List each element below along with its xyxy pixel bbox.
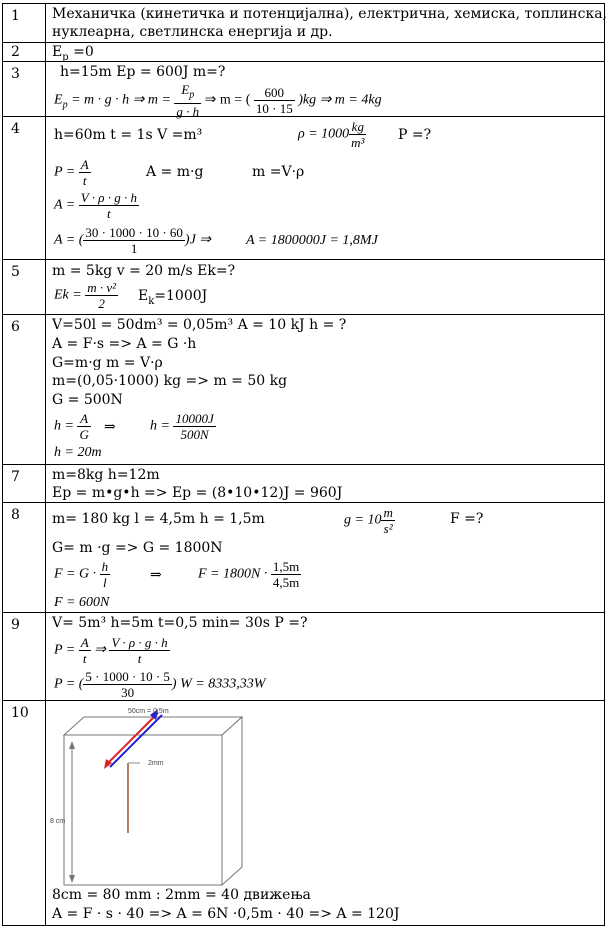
result: F = 600N <box>54 595 110 610</box>
answer-line: нуклеарна, светлинска енергија и др. <box>52 24 333 40</box>
formula: A = m·g <box>146 164 204 180</box>
result: h = 20m <box>54 445 102 460</box>
implies-arrow: ⇒ <box>104 419 116 435</box>
table-row <box>3 260 605 315</box>
formula: P = $\frac{A}{t}$ ⇒ $\frac{V \cdot \rho \cdot g \cdot h}{t}$ <box>54 635 168 666</box>
pitch-label: 2mm <box>148 760 164 767</box>
given-values: V= 5m³ h=5m t=0,5 min= 30s P =? <box>52 615 308 631</box>
table-row <box>3 613 605 701</box>
row-number: 9 <box>3 613 46 701</box>
formula: P = ( $\frac{5 \cdot 1000 \cdot 10 \cdot 5}{30}$ ) W = 8333,33W <box>54 669 266 700</box>
formula: F = G · $\frac{h}{l}$ <box>54 559 109 590</box>
result: $E_k=1000J$ <box>138 288 208 307</box>
row-number: 7 <box>3 465 46 503</box>
formula: $E_p = m \cdot g \cdot h$ ⇒ m = $\frac{E_p}{g \cdot h}$ ⇒ m = ( $\frac{600}{10 \cdot 15}$ )kg ⇒ m = 4kg <box>54 82 382 119</box>
table-row <box>3 43 605 62</box>
given-values: h=60m t = 1s V =m³ <box>54 127 203 143</box>
implies-arrow: ⇒ <box>150 567 162 583</box>
arm-length-label: 50cm = 0,5m <box>128 708 169 715</box>
unknown: F =? <box>450 511 484 527</box>
answer-line: $E_p =0$ <box>52 44 94 63</box>
formula: Ep = m•g•h => Ep = (8•10•12)J = 960J <box>52 485 343 501</box>
table-row <box>3 315 605 465</box>
row-number: 10 <box>3 701 46 926</box>
row-number: 5 <box>3 260 46 315</box>
formula: h = $\frac{A}{G}$ <box>54 411 89 442</box>
result: A = F · s · 40 => A = 6N ·0,5m · 40 => A = 120J <box>52 906 400 922</box>
row-number: 2 <box>3 43 46 62</box>
block-side-face <box>222 717 242 885</box>
height-label: 8 cm <box>50 818 66 825</box>
row-number: 1 <box>3 4 46 43</box>
table-row <box>3 465 605 503</box>
table-row <box>3 503 605 613</box>
solutions-table <box>2 3 605 926</box>
result: A = 1800000J = 1,8MJ <box>246 233 378 248</box>
formula: A = F·s => A = G ·h <box>52 336 197 352</box>
formula: h = $\frac{10000J}{500N}$ <box>150 411 214 442</box>
given-values: h=15m Ep = 600J m=? <box>60 64 226 80</box>
block-front-face <box>64 735 222 885</box>
formula: G = 500N <box>52 392 123 408</box>
block-top-face <box>64 717 242 735</box>
density: ρ = 1000 $\frac{kg}{\text{m³}}$ <box>298 119 365 150</box>
gravity: g = 10 $\frac{m}{\text{s²}}$ <box>344 505 393 536</box>
formula: G=m·g m = V·ρ <box>52 355 163 371</box>
formula: A = $\frac{V \cdot \rho \cdot g \cdot h}{t}$ <box>54 190 137 221</box>
table-row <box>3 62 605 117</box>
formula: A = ( $\frac{30 \cdot 1000 \cdot 10 \cdot 60}{1}$ )J ⇒ <box>54 225 212 256</box>
given-values: V=50l = 50dm³ = 0,05m³ A = 10 kJ h = ? <box>52 317 347 333</box>
formula: G= m ·g => G = 1800N <box>52 540 223 556</box>
row-number: 4 <box>3 117 46 260</box>
formula: m =V·ρ <box>252 164 305 180</box>
block-figure <box>48 703 268 893</box>
calculation: 8cm = 80 mm : 2mm = 40 движења <box>52 887 311 903</box>
unknown: P =? <box>398 127 432 143</box>
given-values: m=8kg h=12m <box>52 467 160 483</box>
answer-line: Механичка (кинетичка и потенцијална), електрична, хемиска, топлинска, <box>52 6 607 22</box>
row-number: 6 <box>3 315 46 465</box>
row-number: 3 <box>3 62 46 117</box>
formula: P = $\frac{A}{t}$ <box>54 157 89 188</box>
row-number: 8 <box>3 503 46 613</box>
table-row <box>3 4 605 43</box>
formula: F = 1800N · $\frac{1,5m}{4,5m}$ <box>198 559 300 590</box>
table-row <box>3 701 605 926</box>
table-row <box>3 117 605 260</box>
formula: Ek = $\frac{\text{m · v²}}{2}$ <box>54 280 117 311</box>
given-values: m = 5kg v = 20 m/s Ek=? <box>52 263 236 279</box>
given-values: m= 180 kg l = 4,5m h = 1,5m <box>52 511 265 527</box>
formula: m=(0,05·1000) kg => m = 50 kg <box>52 373 288 389</box>
